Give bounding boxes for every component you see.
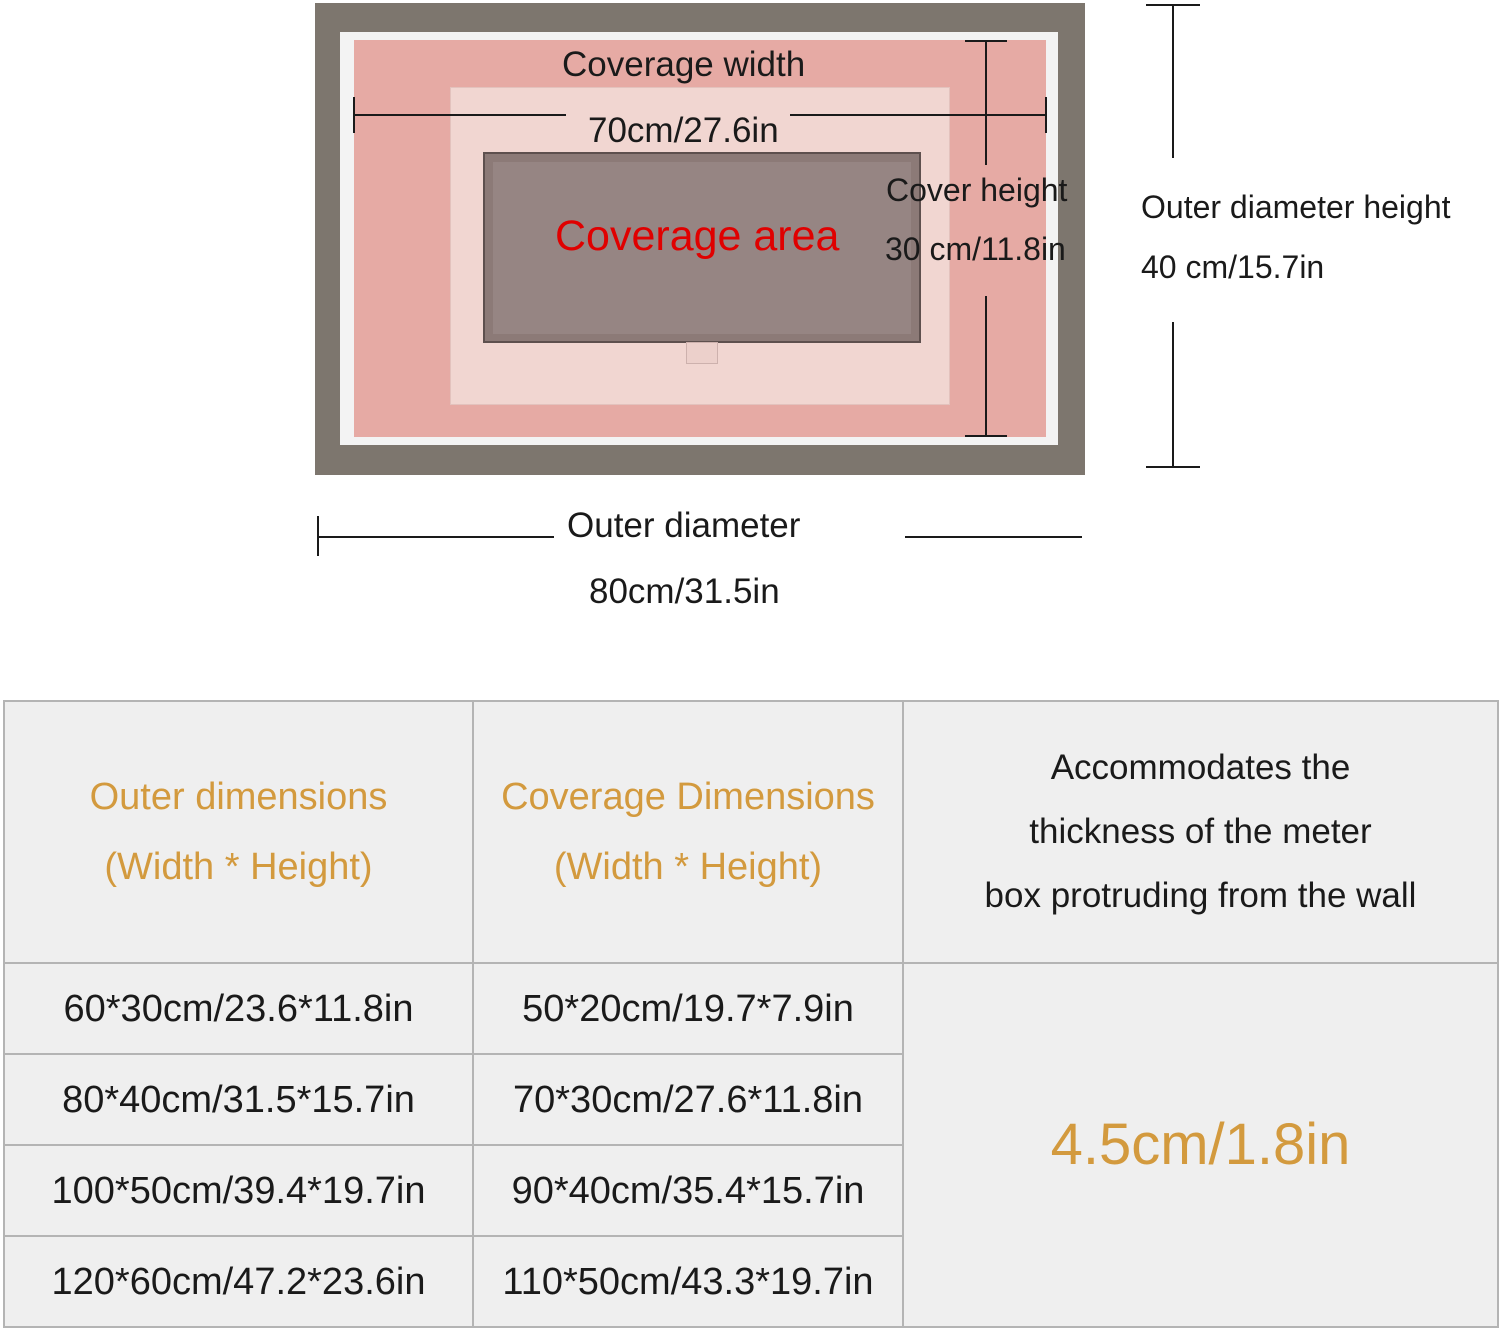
coverage-size-cell: 110*50cm/43.3*19.7in bbox=[473, 1236, 903, 1327]
thickness-cell: 4.5cm/1.8in bbox=[903, 963, 1498, 1327]
coverage-width-line-left bbox=[354, 114, 566, 116]
coverage-width-tick-right bbox=[1045, 97, 1047, 133]
header-thickness-line2: thickness of the meter bbox=[1029, 812, 1372, 851]
coverage-width-tick-left bbox=[353, 97, 355, 133]
cover-height-tick-top bbox=[965, 40, 1007, 42]
header-outer-dimensions bbox=[4, 701, 473, 963]
outer-height-tick-top bbox=[1146, 4, 1200, 6]
outer-size-cell: 100*50cm/39.4*19.7in bbox=[4, 1145, 473, 1236]
meter-box-diagram bbox=[0, 0, 1500, 660]
coverage-width-label: Coverage width bbox=[562, 45, 806, 84]
outer-width-line-right bbox=[905, 536, 1082, 538]
meter-box-latch bbox=[686, 342, 718, 364]
coverage-size-cell: 70*30cm/27.6*11.8in bbox=[473, 1054, 903, 1145]
outer-width-line-left bbox=[318, 536, 554, 538]
outer-height-line-top bbox=[1172, 4, 1174, 158]
coverage-width-line-right bbox=[790, 114, 1046, 116]
outer-diameter-value: 80cm/31.5in bbox=[589, 572, 780, 611]
coverage-size-cell: 90*40cm/35.4*15.7in bbox=[473, 1145, 903, 1236]
header-thickness-line1: Accommodates the bbox=[1050, 748, 1351, 787]
cover-height-tick-bottom bbox=[965, 435, 1007, 437]
header-outer-line2: (Width * Height) bbox=[104, 846, 373, 888]
header-coverage-line2: (Width * Height) bbox=[553, 846, 823, 888]
table-row bbox=[4, 963, 1498, 1054]
cover-height-line-top bbox=[985, 41, 987, 165]
outer-height-label: Outer diameter height bbox=[1141, 189, 1451, 225]
outer-height-line-bottom bbox=[1172, 322, 1174, 468]
header-coverage-dimensions bbox=[473, 701, 903, 963]
table-header-row bbox=[4, 701, 1498, 963]
header-coverage-line1: Coverage Dimensions bbox=[501, 776, 875, 818]
coverage-area-label: Coverage area bbox=[555, 212, 840, 260]
outer-size-cell: 120*60cm/47.2*23.6in bbox=[4, 1236, 473, 1327]
cover-height-label: Cover height bbox=[886, 172, 1068, 208]
coverage-size-cell: 50*20cm/19.7*7.9in bbox=[473, 963, 903, 1054]
header-thickness-line3: box protruding from the wall bbox=[984, 876, 1417, 915]
outer-diameter-label: Outer diameter bbox=[567, 506, 801, 545]
header-outer-line1: Outer dimensions bbox=[89, 776, 388, 818]
header-thickness bbox=[903, 701, 1498, 963]
outer-height-value: 40 cm/15.7in bbox=[1141, 249, 1325, 285]
cover-height-value: 30 cm/11.8in bbox=[885, 231, 1066, 267]
cover-height-line-bottom bbox=[985, 296, 987, 437]
outer-size-cell: 80*40cm/31.5*15.7in bbox=[4, 1054, 473, 1145]
outer-size-cell: 60*30cm/23.6*11.8in bbox=[4, 963, 473, 1054]
outer-width-tick-left bbox=[317, 516, 319, 556]
size-spec-table bbox=[3, 700, 1499, 1328]
outer-height-tick-bottom bbox=[1146, 466, 1200, 468]
coverage-width-value: 70cm/27.6in bbox=[588, 111, 779, 150]
